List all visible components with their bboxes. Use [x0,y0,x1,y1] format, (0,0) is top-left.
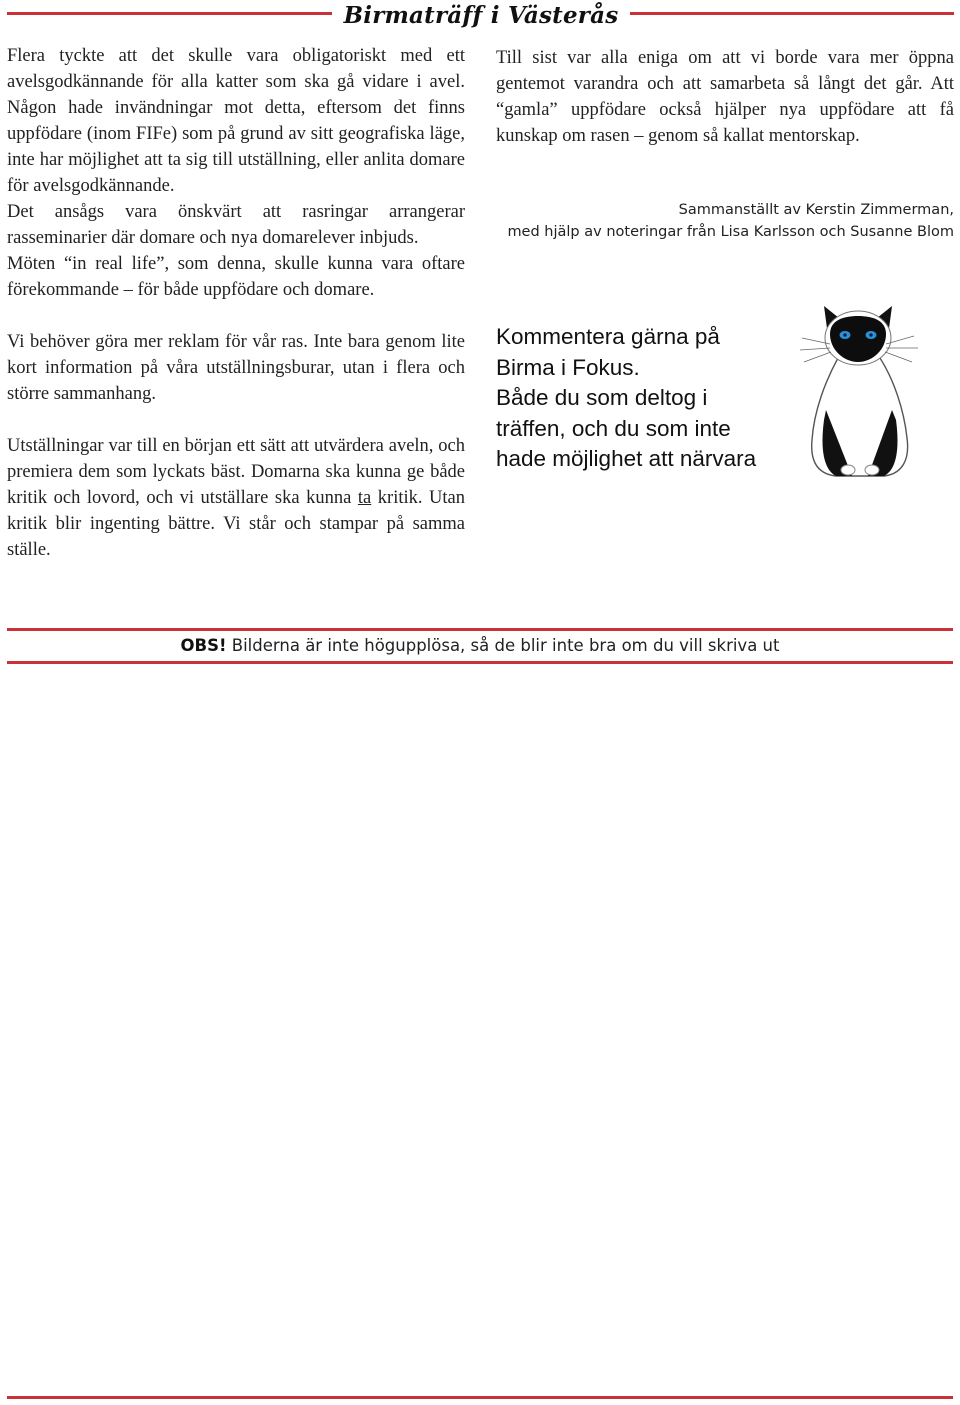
paragraph-reklam: Vi behöver göra mer reklam för vår ras. Inte bara genom lite kort information på våra utställningsburar, utan i flera och större sammanhang. [7,332,465,404]
utstallningar-text-end: kritik. Utan kritik blir ingenting bättre. Vi står och stampar på samma ställe. [7,488,465,560]
paragraph-rasseminarier: Det ansågs vara önskvärt att rasringar arrangerar rasseminarier där domare och nya domarelever inbjuds. [7,202,465,248]
right-column [496,45,954,149]
paragraph-utstallningar [7,433,465,563]
cat-left-paw [841,465,855,475]
notice-label: OBS! [180,636,227,655]
notice-rule-top [7,628,953,631]
comment-callout [496,322,796,475]
comment-line: Kommentera gärna på [496,324,720,349]
paragraph-moten: Möten “in real life”, som denna, skulle kunna vara oftare förekommande – för både uppfödare och domare. [7,254,465,300]
paragraph-mentorskap: Till sist var alla eniga om att vi borde vara mer öppna gentemot varandra och att samarbeta så långt det går. Att “gamla” uppfödare också hjälper nya uppfödare att få kunskap om rasen – genom så kallat mentorskap. [496,48,954,146]
print-notice [0,634,960,658]
header-rule-right [630,12,954,15]
underlined-word-ta: ta [357,488,372,508]
comment-line: Både du som deltog i [496,385,708,410]
notice-text: Bilderna är inte högupplösa, så de blir inte bra om du vill skriva ut [226,636,780,655]
comment-line: träffen, och du som inte [496,415,731,441]
comment-line: hade möjlighet att närvara [496,446,757,471]
cat-right-paw [865,465,879,475]
header-rule-left [7,12,332,15]
utstallningar-text-start: Utställningar var till en början ett sätt att utvärdera aveln, och premiera dem som lyckats bäst. Domarna ska kunna ge både kritik och lovord, och vi utställare ska kunna [7,436,465,508]
page-footer-rule [7,1396,953,1399]
credit-notes: med hjälp av noteringar från Lisa Karlsson och Susanne Blom [507,224,954,240]
paragraph-avelsgodkannande: Flera tyckte att det skulle vara obligatoriskt med ett avelsgodkännande för alla katter som ska gå vidare i avel. Någon hade invändningar mot detta, eftersom det finns uppfödare (inom FIFe) som på grund av sitt geografiska läge, inte har möjlighet att ta sig till utställning, eller anlita domare för avelsgodkännande. [7,46,465,196]
page-header-title: Birmaträff i Västerås [343,2,619,29]
notice-rule-bottom [7,661,953,664]
comment-line: Birma i Fokus. [496,354,640,380]
credit-author: Sammanställt av Kerstin Zimmerman, [678,202,954,218]
birma-cat-illustration [800,300,918,482]
left-column [7,43,465,563]
